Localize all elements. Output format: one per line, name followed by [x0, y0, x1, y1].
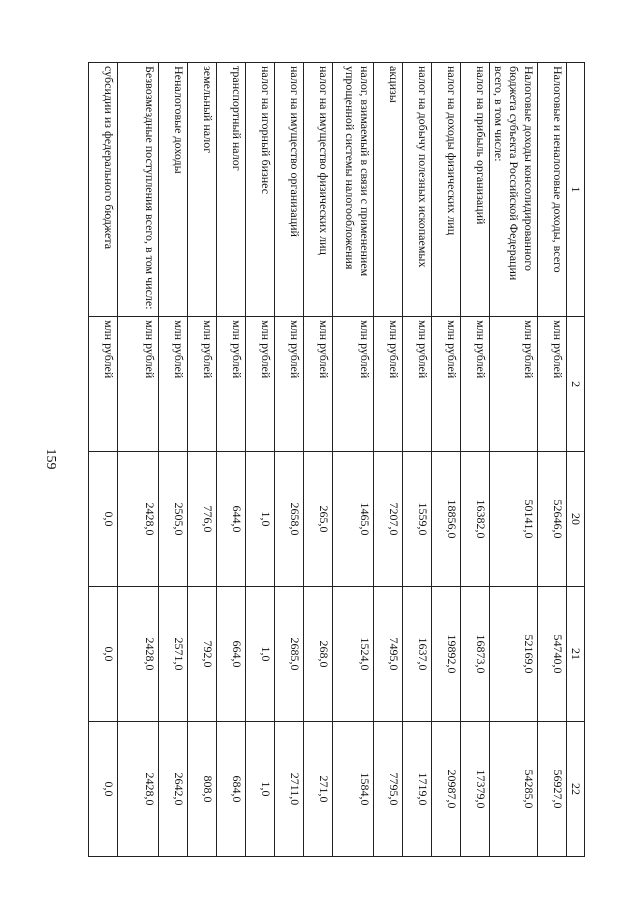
row-value-21: 52169,0 — [490, 587, 538, 722]
header-cell: 22 — [567, 721, 585, 856]
header-cell: 21 — [567, 587, 585, 722]
row-value-20: 0,0 — [89, 452, 118, 587]
row-value-20: 2505,0 — [159, 452, 188, 587]
row-value-20: 2428,0 — [118, 452, 159, 587]
row-value-20: 1559,0 — [403, 452, 432, 587]
table-row — [538, 63, 567, 857]
row-value-22: 17379,0 — [461, 721, 490, 856]
row-value-22: 54285,0 — [490, 721, 538, 856]
header-cell: 1 — [567, 63, 585, 317]
row-value-22: 2642,0 — [159, 721, 188, 856]
row-value-22: 271,0 — [304, 721, 333, 856]
row-value-21: 2428,0 — [118, 587, 159, 722]
row-value-21: 1,0 — [246, 587, 275, 722]
table-row — [275, 63, 304, 857]
row-value-20: 776,0 — [188, 452, 217, 587]
table-row — [461, 63, 490, 857]
row-unit: млн рублей — [461, 317, 490, 452]
table-rotation-frame — [102, 62, 585, 857]
row-value-21: 792,0 — [188, 587, 217, 722]
row-name: налог на имущество физических лиц — [304, 63, 333, 317]
table-row — [432, 63, 461, 857]
row-unit: млн рублей — [159, 317, 188, 452]
table-row — [374, 63, 403, 857]
row-name: земельный налог — [188, 63, 217, 317]
row-unit: млн рублей — [403, 317, 432, 452]
row-value-20: 16382,0 — [461, 452, 490, 587]
row-value-20: 265,0 — [304, 452, 333, 587]
row-value-22: 7795,0 — [374, 721, 403, 856]
table-row — [159, 63, 188, 857]
table-row — [89, 63, 118, 857]
row-value-21: 19892,0 — [432, 587, 461, 722]
row-unit: млн рублей — [246, 317, 275, 452]
row-name: налог на имущество организаций — [275, 63, 304, 317]
row-value-20: 2658,0 — [275, 452, 304, 587]
table-row — [118, 63, 159, 857]
row-value-21: 16873,0 — [461, 587, 490, 722]
table-row — [217, 63, 246, 857]
row-name: Безвозмездные поступления всего, в том числе: — [118, 63, 159, 317]
row-unit: млн рублей — [374, 317, 403, 452]
row-value-21: 2685,0 — [275, 587, 304, 722]
row-value-22: 1,0 — [246, 721, 275, 856]
row-value-21: 0,0 — [89, 587, 118, 722]
row-name: транспортный налог — [217, 63, 246, 317]
row-value-21: 268,0 — [304, 587, 333, 722]
header-cell: 20 — [567, 452, 585, 587]
row-name: Налоговые доходы консолидированного бюджета субъекта Российской Федерации всего, в том числе: — [490, 63, 538, 317]
row-value-21: 2571,0 — [159, 587, 188, 722]
row-value-20: 1,0 — [246, 452, 275, 587]
table-row — [333, 63, 374, 857]
header-row — [567, 63, 585, 857]
table-row — [246, 63, 275, 857]
row-value-22: 1719,0 — [403, 721, 432, 856]
row-value-21: 54740,0 — [538, 587, 567, 722]
row-value-22: 2428,0 — [118, 721, 159, 856]
row-name: Налоговые и неналоговые доходы, всего — [538, 63, 567, 317]
row-value-22: 20987,0 — [432, 721, 461, 856]
row-value-21: 1637,0 — [403, 587, 432, 722]
header-cell: 2 — [567, 317, 585, 452]
row-unit: млн рублей — [188, 317, 217, 452]
row-value-22: 1584,0 — [333, 721, 374, 856]
row-value-21: 7495,0 — [374, 587, 403, 722]
row-unit: млн рублей — [217, 317, 246, 452]
row-name: налог на добычу полезных ископаемых — [403, 63, 432, 317]
row-value-22: 684,0 — [217, 721, 246, 856]
row-value-20: 18856,0 — [432, 452, 461, 587]
row-unit: млн рублей — [275, 317, 304, 452]
table-container — [102, 62, 585, 857]
row-value-20: 50141,0 — [490, 452, 538, 587]
row-unit: млн рублей — [118, 317, 159, 452]
row-unit: млн рублей — [89, 317, 118, 452]
row-unit: млн рублей — [333, 317, 374, 452]
table-row — [188, 63, 217, 857]
row-value-20: 1465,0 — [333, 452, 374, 587]
row-value-22: 0,0 — [89, 721, 118, 856]
row-name: налог на прибыль организаций — [461, 63, 490, 317]
row-value-22: 56927,0 — [538, 721, 567, 856]
page-number: 159 — [43, 448, 58, 470]
row-name: Неналоговые доходы — [159, 63, 188, 317]
row-value-20: 644,0 — [217, 452, 246, 587]
row-value-20: 7207,0 — [374, 452, 403, 587]
row-unit: млн рублей — [432, 317, 461, 452]
row-value-21: 1524,0 — [333, 587, 374, 722]
row-name: налог, взимаемый в связи с применением упрощенной системы налогообложения — [333, 63, 374, 317]
row-name: субсидии из федерального бюджета — [89, 63, 118, 317]
row-name: налог на доходы физических лиц — [432, 63, 461, 317]
row-value-20: 52646,0 — [538, 452, 567, 587]
table-row — [403, 63, 432, 857]
row-value-21: 664,0 — [217, 587, 246, 722]
row-unit: млн рублей — [538, 317, 567, 452]
row-value-22: 808,0 — [188, 721, 217, 856]
row-name: налог на игорный бизнес — [246, 63, 275, 317]
row-name: акцизы — [374, 63, 403, 317]
row-unit: млн рублей — [490, 317, 538, 452]
row-unit: млн рублей — [304, 317, 333, 452]
row-value-22: 2711,0 — [275, 721, 304, 856]
table-row — [490, 63, 538, 857]
budget-table — [88, 62, 585, 857]
table-row — [304, 63, 333, 857]
